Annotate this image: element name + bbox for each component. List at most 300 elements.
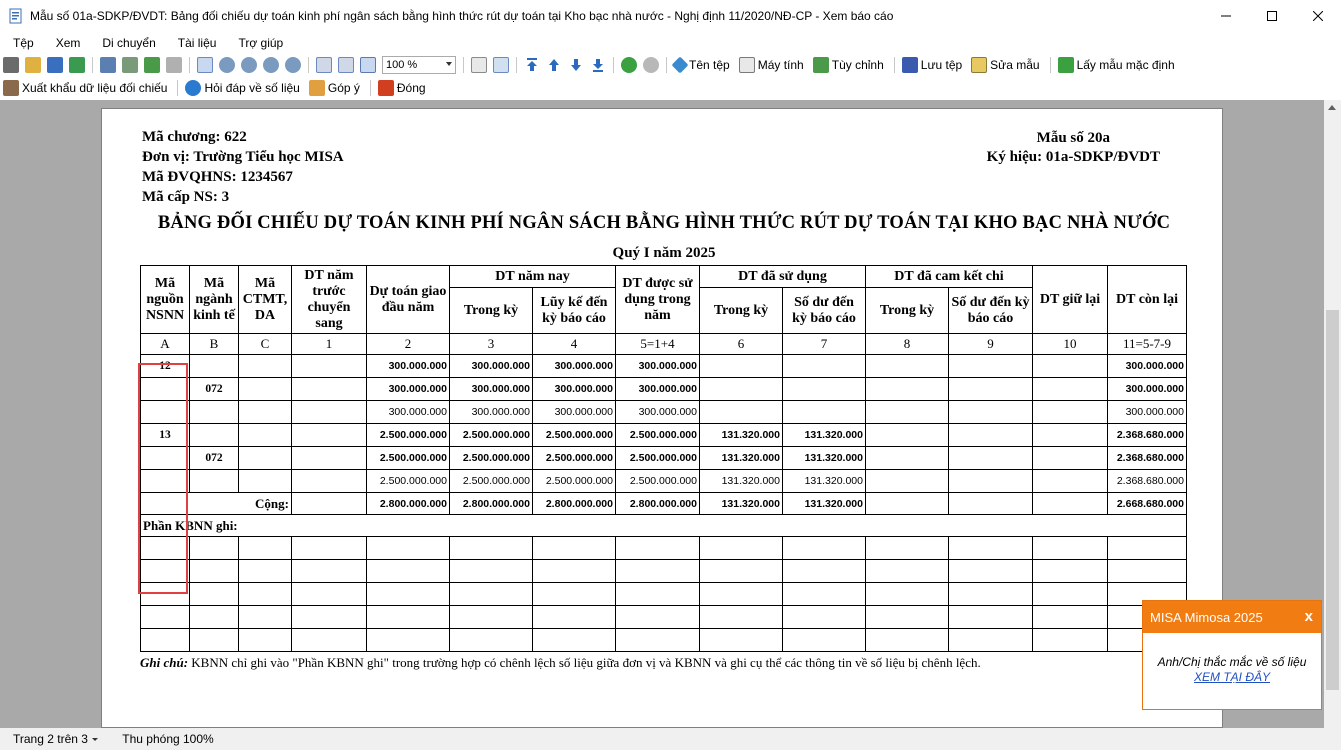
empty-cell: [949, 606, 1033, 629]
value-cell: [866, 378, 949, 401]
reconciliation-table: [140, 265, 1187, 652]
value-cell: [292, 447, 367, 470]
value-cell: [1033, 424, 1108, 447]
empty-cell: [1033, 583, 1108, 606]
header-dt-cam-ket: DT đã cam kết chi: [866, 266, 1033, 288]
header-so-du: Số dư đến kỳ báo cáo: [783, 288, 866, 334]
open-folder-icon[interactable]: [25, 57, 41, 73]
code-cell: 12: [141, 355, 190, 378]
code-cell: 072: [190, 447, 239, 470]
value-cell: [866, 424, 949, 447]
empty-cell: [866, 583, 949, 606]
toolbar-divider: [370, 80, 371, 96]
report-viewer[interactable]: [0, 100, 1341, 728]
maximize-button[interactable]: [1249, 0, 1295, 32]
value-cell: 2.368.680.000: [1108, 470, 1187, 493]
header-dt-duoc-su-dung: DT được sử dụng trong năm: [616, 266, 700, 334]
empty-cell: [450, 606, 533, 629]
value-cell: [1033, 470, 1108, 493]
value-cell: 2.500.000.000: [533, 424, 616, 447]
value-cell: [949, 401, 1033, 424]
toolbar-divider: [177, 80, 178, 96]
close-window-button[interactable]: [1295, 0, 1341, 32]
diamond-icon: [672, 57, 689, 74]
value-cell: 300.000.000: [533, 401, 616, 424]
budget-level: Mã cấp NS: 3: [142, 189, 230, 205]
column-index-row: [141, 334, 1187, 355]
close-report-button[interactable]: [375, 80, 426, 96]
index-cell: 6: [700, 334, 783, 355]
faq-label: Hỏi đáp về số liệu: [204, 81, 300, 95]
value-cell: 131.320.000: [783, 470, 866, 493]
value-cell: 300.000.000: [450, 401, 533, 424]
next-page-icon[interactable]: [568, 57, 584, 73]
back-icon[interactable]: [621, 57, 637, 73]
value-cell: 2.500.000.000: [616, 447, 700, 470]
index-cell: C: [239, 334, 292, 355]
table-row: [141, 447, 1187, 470]
value-cell: [1033, 401, 1108, 424]
kbnn-empty-row: [141, 537, 1187, 560]
toolbar-divider: [189, 57, 190, 73]
zoom-out-icon[interactable]: [263, 57, 279, 73]
kbnn-empty-row: [141, 606, 1187, 629]
index-cell: 2: [367, 334, 450, 355]
index-cell: 5=1+4: [616, 334, 700, 355]
power-icon: [378, 80, 394, 96]
header-dt-giu-lai: DT giữ lại: [1033, 266, 1108, 334]
first-page-icon[interactable]: [524, 57, 540, 73]
table-of-contents-icon[interactable]: [100, 57, 116, 73]
total-value-cell: 2.800.000.000: [450, 493, 533, 515]
zoom-icon[interactable]: [219, 57, 235, 73]
value-cell: [949, 355, 1033, 378]
page-indicator[interactable]: [0, 732, 109, 746]
export-icon[interactable]: [69, 57, 85, 73]
popup-link[interactable]: XEM TẠI ĐÂY: [1193, 670, 1270, 684]
header-luy-ke: Lũy kế đến kỳ báo cáo: [533, 288, 616, 334]
code-cell: 13: [141, 424, 190, 447]
code-cell: [190, 424, 239, 447]
kbnn-row: [141, 515, 1187, 537]
thumbnails-icon[interactable]: [122, 57, 138, 73]
forward-icon[interactable]: [643, 57, 659, 73]
value-cell: [700, 355, 783, 378]
edit-template-label: Sửa mẫu: [990, 58, 1040, 72]
popup-body: [1143, 633, 1321, 685]
value-cell: 2.500.000.000: [533, 470, 616, 493]
chapter-code: Mã chương: 622: [142, 129, 247, 145]
maximize-icon: [1267, 11, 1277, 21]
table-row: [141, 378, 1187, 401]
computer-button[interactable]: [736, 57, 804, 73]
value-cell: 2.500.000.000: [367, 447, 450, 470]
empty-cell: [866, 629, 949, 652]
empty-cell: [1033, 560, 1108, 583]
megaphone-icon: [309, 80, 325, 96]
empty-cell: [533, 583, 616, 606]
index-cell: 7: [783, 334, 866, 355]
value-cell: [949, 378, 1033, 401]
chevron-down-icon: [91, 737, 99, 743]
empty-cell: [866, 560, 949, 583]
value-cell: 300.000.000: [616, 401, 700, 424]
previous-page-icon[interactable]: [546, 57, 562, 73]
undo-icon: [1058, 57, 1074, 73]
header-dt-con-lai: DT còn lại: [1108, 266, 1187, 334]
kbnn-label: Phần KBNN ghi:: [141, 515, 1187, 537]
value-cell: [783, 401, 866, 424]
value-cell: 300.000.000: [1108, 378, 1187, 401]
save-icon[interactable]: [47, 57, 63, 73]
header-dt-nam-nay: DT năm nay: [450, 266, 616, 288]
code-cell: [239, 447, 292, 470]
toolbar-divider: [516, 57, 517, 73]
value-cell: [783, 355, 866, 378]
highlight-box: [138, 363, 188, 594]
total-value-cell: [1033, 493, 1108, 515]
empty-cell: [190, 629, 239, 652]
scroll-up-icon[interactable]: [1328, 105, 1336, 110]
value-cell: 300.000.000: [1108, 355, 1187, 378]
zoom-select[interactable]: [382, 56, 456, 74]
index-cell: 1: [292, 334, 367, 355]
code-cell: [190, 355, 239, 378]
total-value-cell: 2.668.680.000: [1108, 493, 1187, 515]
empty-cell: [239, 606, 292, 629]
menu-bar: [0, 32, 1341, 54]
vertical-scrollbar[interactable]: [1324, 100, 1341, 728]
value-cell: [866, 401, 949, 424]
export-data-button[interactable]: [0, 80, 167, 96]
toolbar-divider: [92, 57, 93, 73]
minimize-button[interactable]: [1203, 0, 1249, 32]
header-so-du: Số dư đến kỳ báo cáo: [949, 288, 1033, 334]
value-cell: [292, 355, 367, 378]
empty-cell: [616, 537, 700, 560]
empty-cell: [367, 537, 450, 560]
empty-cell: [1108, 537, 1187, 560]
menu-navigate[interactable]: Di chuyển: [102, 36, 156, 50]
empty-cell: [239, 629, 292, 652]
value-cell: 300.000.000: [367, 401, 450, 424]
report-app-icon: [8, 8, 24, 24]
page-view-icon[interactable]: [166, 57, 182, 73]
total-row: [141, 493, 1187, 515]
customize-icon: [813, 57, 829, 73]
value-cell: [949, 424, 1033, 447]
value-cell: 131.320.000: [783, 424, 866, 447]
report-title: BẢNG ĐỐI CHIẾU DỰ TOÁN KINH PHÍ NGÂN SÁCH BẰNG HÌNH THỨC RÚT DỰ TOÁN TẠI KHO BẠC NHÀ NƯỚC: [157, 213, 1171, 233]
window-title: Mẫu số 01a-SDKP/ĐVDT: Bảng đối chiếu dự toán kinh phí ngân sách bằng hình thức rút dự toán tại Kho bạc nhà nước - Nghị định 11/2020/NĐ-CP - Xem báo cáo: [30, 9, 894, 23]
unit-name: Đơn vị: Trường Tiểu học MISA: [142, 149, 344, 165]
computer-icon: [739, 57, 755, 73]
value-cell: [866, 355, 949, 378]
empty-cell: [866, 606, 949, 629]
popup-title: MISA Mimosa 2025: [1150, 609, 1263, 625]
chevron-down-icon: [446, 62, 452, 66]
value-cell: 300.000.000: [1108, 401, 1187, 424]
empty-cell: [700, 537, 783, 560]
index-cell: A: [141, 334, 190, 355]
unit-code: Mã ĐVQHNS: 1234567: [142, 169, 293, 185]
table-row: [141, 401, 1187, 424]
empty-cell: [190, 606, 239, 629]
empty-cell: [783, 583, 866, 606]
empty-cell: [866, 537, 949, 560]
close-label: Đóng: [396, 81, 426, 95]
empty-cell: [616, 560, 700, 583]
minimize-icon: [1221, 11, 1231, 21]
empty-cell: [783, 629, 866, 652]
export-label: Xuất khẩu dữ liệu đối chiếu: [22, 81, 168, 95]
close-icon: [1313, 11, 1323, 21]
status-bar: [0, 728, 1341, 750]
edit-template-button[interactable]: [968, 57, 1039, 73]
form-symbol: Ký hiệu: 01a-SDKP/ĐVDT: [986, 149, 1160, 165]
total-value-cell: 2.800.000.000: [367, 493, 450, 515]
toolbar-divider: [1050, 57, 1051, 73]
default-template-button[interactable]: [1055, 57, 1175, 73]
empty-cell: [700, 560, 783, 583]
value-cell: [949, 447, 1033, 470]
value-cell: 2.500.000.000: [616, 424, 700, 447]
customize-button[interactable]: [810, 57, 884, 73]
header-trong-ky: Trong kỳ: [866, 288, 949, 334]
hand-tool-icon[interactable]: [197, 57, 213, 73]
empty-cell: [239, 560, 292, 583]
value-cell: 2.500.000.000: [450, 447, 533, 470]
actual-size-icon[interactable]: [360, 57, 376, 73]
kbnn-empty-row: [141, 560, 1187, 583]
zoom-indicator: Thu phóng 100%: [122, 732, 214, 746]
computer-label: Máy tính: [757, 58, 804, 72]
empty-cell: [367, 629, 450, 652]
value-cell: 2.500.000.000: [367, 424, 450, 447]
notification-popup: [1142, 600, 1322, 710]
value-cell: 300.000.000: [616, 355, 700, 378]
empty-cell: [616, 606, 700, 629]
report-header-right: [987, 129, 1160, 167]
scrollbar-thumb[interactable]: [1326, 310, 1339, 690]
empty-cell: [533, 606, 616, 629]
floppy-icon: [902, 57, 918, 73]
value-cell: 2.500.000.000: [450, 424, 533, 447]
value-cell: [1033, 378, 1108, 401]
menu-file[interactable]: Tệp: [13, 36, 34, 50]
zoom-value: 100 %: [386, 59, 418, 71]
total-value-cell: 131.320.000: [700, 493, 783, 515]
empty-cell: [450, 629, 533, 652]
value-cell: 300.000.000: [616, 378, 700, 401]
last-page-icon[interactable]: [590, 57, 606, 73]
value-cell: 2.500.000.000: [616, 470, 700, 493]
total-value-cell: [949, 493, 1033, 515]
value-cell: [700, 401, 783, 424]
popup-text: Anh/Chị thắc mắc về số liệu: [1157, 655, 1307, 669]
value-cell: [700, 378, 783, 401]
code-cell: [190, 401, 239, 424]
save-file-button[interactable]: [899, 57, 962, 73]
index-cell: 11=5-7-9: [1108, 334, 1187, 355]
value-cell: [292, 470, 367, 493]
toolbar-divider: [894, 57, 895, 73]
value-cell: 2.368.680.000: [1108, 424, 1187, 447]
empty-cell: [783, 560, 866, 583]
index-cell: 3: [450, 334, 533, 355]
empty-cell: [783, 606, 866, 629]
empty-cell: [367, 583, 450, 606]
empty-cell: [450, 560, 533, 583]
empty-cell: [1033, 537, 1108, 560]
code-cell: [239, 401, 292, 424]
empty-cell: [700, 629, 783, 652]
header-ma-ctmt: Mã CTMT, DA: [239, 266, 292, 334]
empty-cell: [190, 560, 239, 583]
value-cell: [866, 447, 949, 470]
value-cell: 2.368.680.000: [1108, 447, 1187, 470]
report-note: [140, 655, 981, 671]
zoom-area-icon[interactable]: [285, 57, 301, 73]
kbnn-empty-row: [141, 583, 1187, 606]
empty-cell: [450, 583, 533, 606]
empty-cell: [239, 537, 292, 560]
form-number: Mẫu số 20a: [1036, 130, 1110, 146]
header-trong-ky: Trong kỳ: [450, 288, 533, 334]
edit-icon: [971, 57, 987, 73]
multi-page-icon[interactable]: [493, 57, 509, 73]
report-period: Quý I năm 2025: [612, 245, 716, 261]
empty-cell: [533, 537, 616, 560]
total-value-cell: [866, 493, 949, 515]
value-cell: 2.500.000.000: [367, 470, 450, 493]
main-toolbar: [0, 54, 1341, 76]
header-dt-nam-truoc: DT năm trước chuyển sang: [292, 266, 367, 334]
empty-cell: [239, 583, 292, 606]
code-cell: 072: [190, 378, 239, 401]
code-cell: [190, 470, 239, 493]
value-cell: [1033, 355, 1108, 378]
code-cell: [239, 355, 292, 378]
empty-cell: [949, 537, 1033, 560]
value-cell: [292, 401, 367, 424]
single-page-icon[interactable]: [471, 57, 487, 73]
index-cell: 9: [949, 334, 1033, 355]
faq-button[interactable]: [182, 80, 299, 96]
report-header-left: [142, 127, 344, 207]
menu-help[interactable]: Trợ giúp: [238, 36, 284, 50]
empty-cell: [616, 629, 700, 652]
value-cell: 2.500.000.000: [533, 447, 616, 470]
file-name-button[interactable]: [671, 58, 730, 72]
menu-view[interactable]: Xem: [55, 36, 81, 50]
report-page: [101, 108, 1223, 728]
value-cell: 131.320.000: [783, 447, 866, 470]
toolbar-divider: [666, 57, 667, 73]
popup-header: [1143, 601, 1321, 633]
secondary-toolbar: [0, 77, 1341, 99]
popup-close-button[interactable]: x: [1304, 608, 1313, 625]
empty-cell: [292, 560, 367, 583]
empty-cell: [367, 560, 450, 583]
page-indicator-label: Trang 2 trên 3: [13, 732, 88, 746]
save-file-label: Lưu tệp: [920, 58, 963, 72]
empty-cell: [292, 629, 367, 652]
value-cell: [292, 424, 367, 447]
value-cell: 300.000.000: [367, 378, 450, 401]
customize-label: Tùy chỉnh: [831, 58, 884, 72]
empty-cell: [949, 560, 1033, 583]
value-cell: 300.000.000: [367, 355, 450, 378]
empty-cell: [1033, 606, 1108, 629]
table-row: [141, 470, 1187, 493]
empty-cell: [533, 629, 616, 652]
fit-width-icon[interactable]: [338, 57, 354, 73]
menu-document[interactable]: Tài liệu: [177, 36, 217, 50]
code-cell: [239, 470, 292, 493]
value-cell: 131.320.000: [700, 447, 783, 470]
value-cell: [866, 470, 949, 493]
empty-cell: [700, 606, 783, 629]
index-cell: B: [190, 334, 239, 355]
empty-cell: [783, 537, 866, 560]
toolbar-divider: [463, 57, 464, 73]
value-cell: [1033, 447, 1108, 470]
table-row: [141, 355, 1187, 378]
file-name-label: Tên tệp: [689, 58, 730, 72]
table-row: [141, 424, 1187, 447]
empty-cell: [292, 583, 367, 606]
title-bar: [0, 0, 1341, 32]
print-icon[interactable]: [3, 57, 19, 73]
zoom-in-icon[interactable]: [241, 57, 257, 73]
fit-page-icon[interactable]: [316, 57, 332, 73]
total-value-cell: 131.320.000: [783, 493, 866, 515]
header-dt-da-su-dung: DT đã sử dụng: [700, 266, 866, 288]
value-cell: [949, 470, 1033, 493]
refresh-icon[interactable]: [144, 57, 160, 73]
empty-cell: [292, 606, 367, 629]
toolbar-divider: [308, 57, 309, 73]
empty-cell: [1033, 629, 1108, 652]
empty-cell: [141, 629, 190, 652]
empty-cell: [450, 537, 533, 560]
empty-cell: [700, 583, 783, 606]
value-cell: 300.000.000: [450, 355, 533, 378]
empty-cell: [616, 583, 700, 606]
value-cell: 131.320.000: [700, 424, 783, 447]
index-cell: 4: [533, 334, 616, 355]
empty-cell: [1108, 560, 1187, 583]
empty-cell: [292, 537, 367, 560]
header-trong-ky: Trong kỳ: [700, 288, 783, 334]
value-cell: 300.000.000: [450, 378, 533, 401]
value-cell: 300.000.000: [533, 355, 616, 378]
export-icon: [3, 80, 19, 96]
feedback-button[interactable]: [306, 80, 360, 96]
value-cell: [292, 378, 367, 401]
code-cell: [239, 424, 292, 447]
value-cell: 2.500.000.000: [450, 470, 533, 493]
empty-cell: [949, 583, 1033, 606]
code-cell: [239, 378, 292, 401]
value-cell: [783, 378, 866, 401]
feedback-label: Góp ý: [327, 81, 360, 95]
toolbar-divider: [613, 57, 614, 73]
total-value-cell: [292, 493, 367, 515]
help-icon: [185, 80, 201, 96]
index-cell: 10: [1033, 334, 1108, 355]
